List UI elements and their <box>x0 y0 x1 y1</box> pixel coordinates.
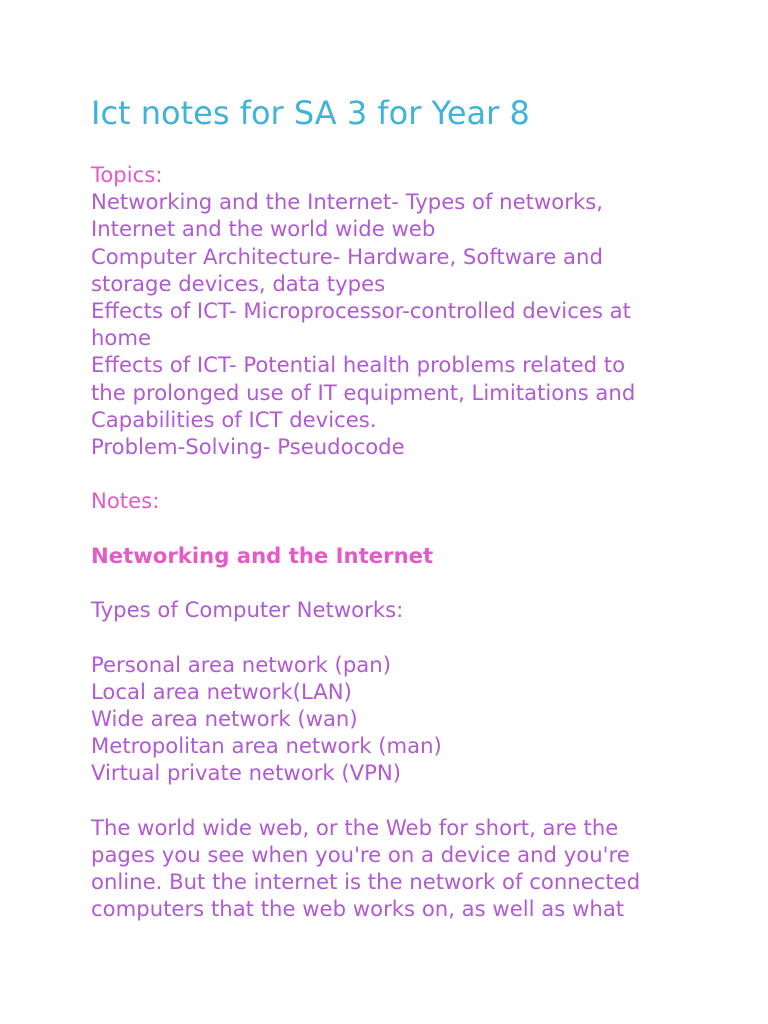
paragraph-line: online. But the internet is the network of connected <box>91 869 641 895</box>
spacer <box>91 134 751 161</box>
paragraph <box>91 814 751 923</box>
topics-line: storage devices, data types <box>91 270 386 296</box>
topics-line: Networking and the Internet- Types of networks, <box>91 189 603 215</box>
topics-section <box>91 161 751 460</box>
notes-heading: Notes: <box>91 488 160 514</box>
topics-line: Effects of ICT- Potential health problems related to <box>91 352 626 378</box>
spacer <box>91 515 751 542</box>
spacer <box>91 787 751 814</box>
notes-section <box>91 487 751 514</box>
list-item: Local area network(LAN) <box>91 678 352 704</box>
paragraph-line: pages you see when you're on a device and you're <box>91 842 630 867</box>
paragraph-line: computers that the web works on, as well as what <box>91 896 625 922</box>
document-page <box>91 92 751 923</box>
topics-line: Computer Architecture- Hardware, Software and <box>91 243 603 269</box>
topics-line: Problem-Solving- Pseudocode <box>91 434 405 460</box>
spacer <box>91 569 751 596</box>
topics-heading: Topics: <box>91 162 163 187</box>
network-types-heading-block <box>91 596 751 623</box>
spacer <box>91 623 751 650</box>
list-item: Personal area network (pan) <box>91 651 391 677</box>
list-item: Wide area network (wan) <box>91 706 358 731</box>
paragraph-line: The world wide web, or the Web for short, are the <box>91 814 619 840</box>
topics-line: Internet and the world wide web <box>91 216 436 242</box>
list-item: Metropolitan area network (man) <box>91 733 442 759</box>
network-types-heading: Types of Computer Networks: <box>91 597 404 623</box>
spacer <box>91 460 751 487</box>
network-types-list <box>91 651 751 787</box>
list-item: Virtual private network (VPN) <box>91 760 402 786</box>
topics-line: home <box>91 325 152 351</box>
topics-line: Capabilities of ICT devices. <box>91 406 377 432</box>
section-heading-block <box>91 542 751 569</box>
section-heading: Networking and the Internet <box>91 542 434 568</box>
topics-line: the prolonged use of IT equipment, Limitations and <box>91 379 636 405</box>
topics-line: Effects of ICT- Microprocessor-controlled devices at <box>91 298 631 324</box>
document-title: Ict notes for SA 3 for Year 8 <box>91 94 530 132</box>
